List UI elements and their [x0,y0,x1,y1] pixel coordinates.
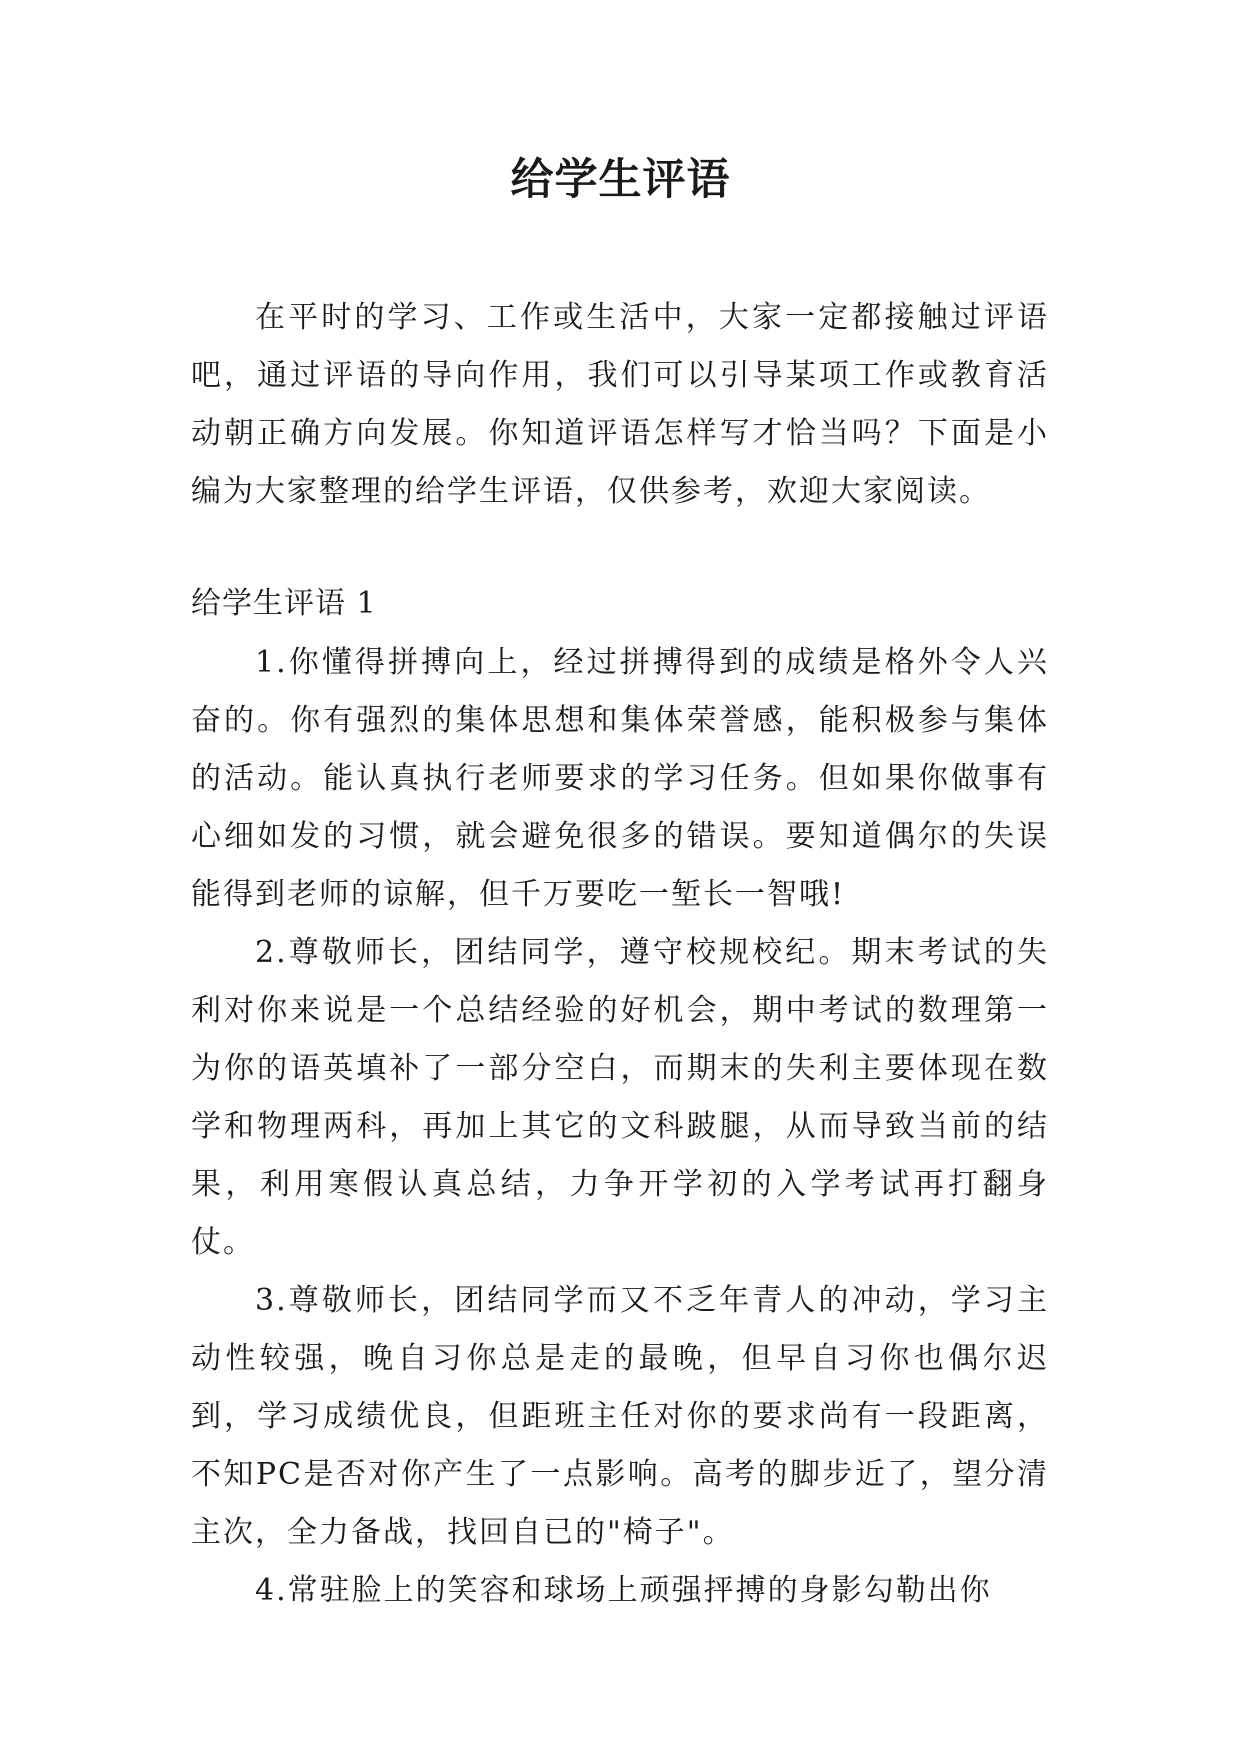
comment-paragraph-3: 3.尊敬师长，团结同学而又不乏年青人的冲动，学习主动性较强，晚自习你总是走的最晚，但早自习你也偶尔迟到，学习成绩优良，但距班主任对你的要求尚有一段距离，不知PC是否对你产生了一点影响。高考的脚步近了，望分清主次，全力备战，找回自已的"椅子"。 [191,1283,1049,1550]
comments-list [191,634,1049,1620]
document-title: 给学生评语 [510,155,731,205]
comment-paragraph-1: 1.你懂得拼搏向上，经过拼搏得到的成绩是格外令人兴奋的。你有强烈的集体思想和集体荣誉感，能积极参与集体的活动。能认真执行老师要求的学习任务。但如果你做事有心细如发的习惯，就会避免很多的错误。要知道偶尔的失误能得到老师的谅解，但千万要吃一堑长一智哦! [191,645,1049,912]
section-heading: 给学生评语 1 [191,586,377,621]
comment-paragraph-4: 4.常驻脸上的笑容和球场上顽强抨搏的身影勾勒出你 [255,1573,992,1608]
intro-paragraph: 在平时的学习、工作或生活中，大家一定都接触过评语吧，通过评语的导向作用，我们可以引导某项工作或教育活动朝正确方向发展。你知道评语怎样写才恰当吗？下面是小编为大家整理的给学生评语，仅供参考，欢迎大家阅读。 [191,300,1049,509]
comment-paragraph-2: 2.尊敬师长，团结同学，遵守校规校纪。期末考试的失利对你来说是一个总结经验的好机会，期中考试的数理第一为你的语英填补了一部分空白，而期末的失利主要体现在数学和物理两科，再加上其它的文科跛腿，从而导致当前的结果，利用寒假认真总结，力争开学初的入学考试再打翻身仗。 [191,935,1049,1260]
